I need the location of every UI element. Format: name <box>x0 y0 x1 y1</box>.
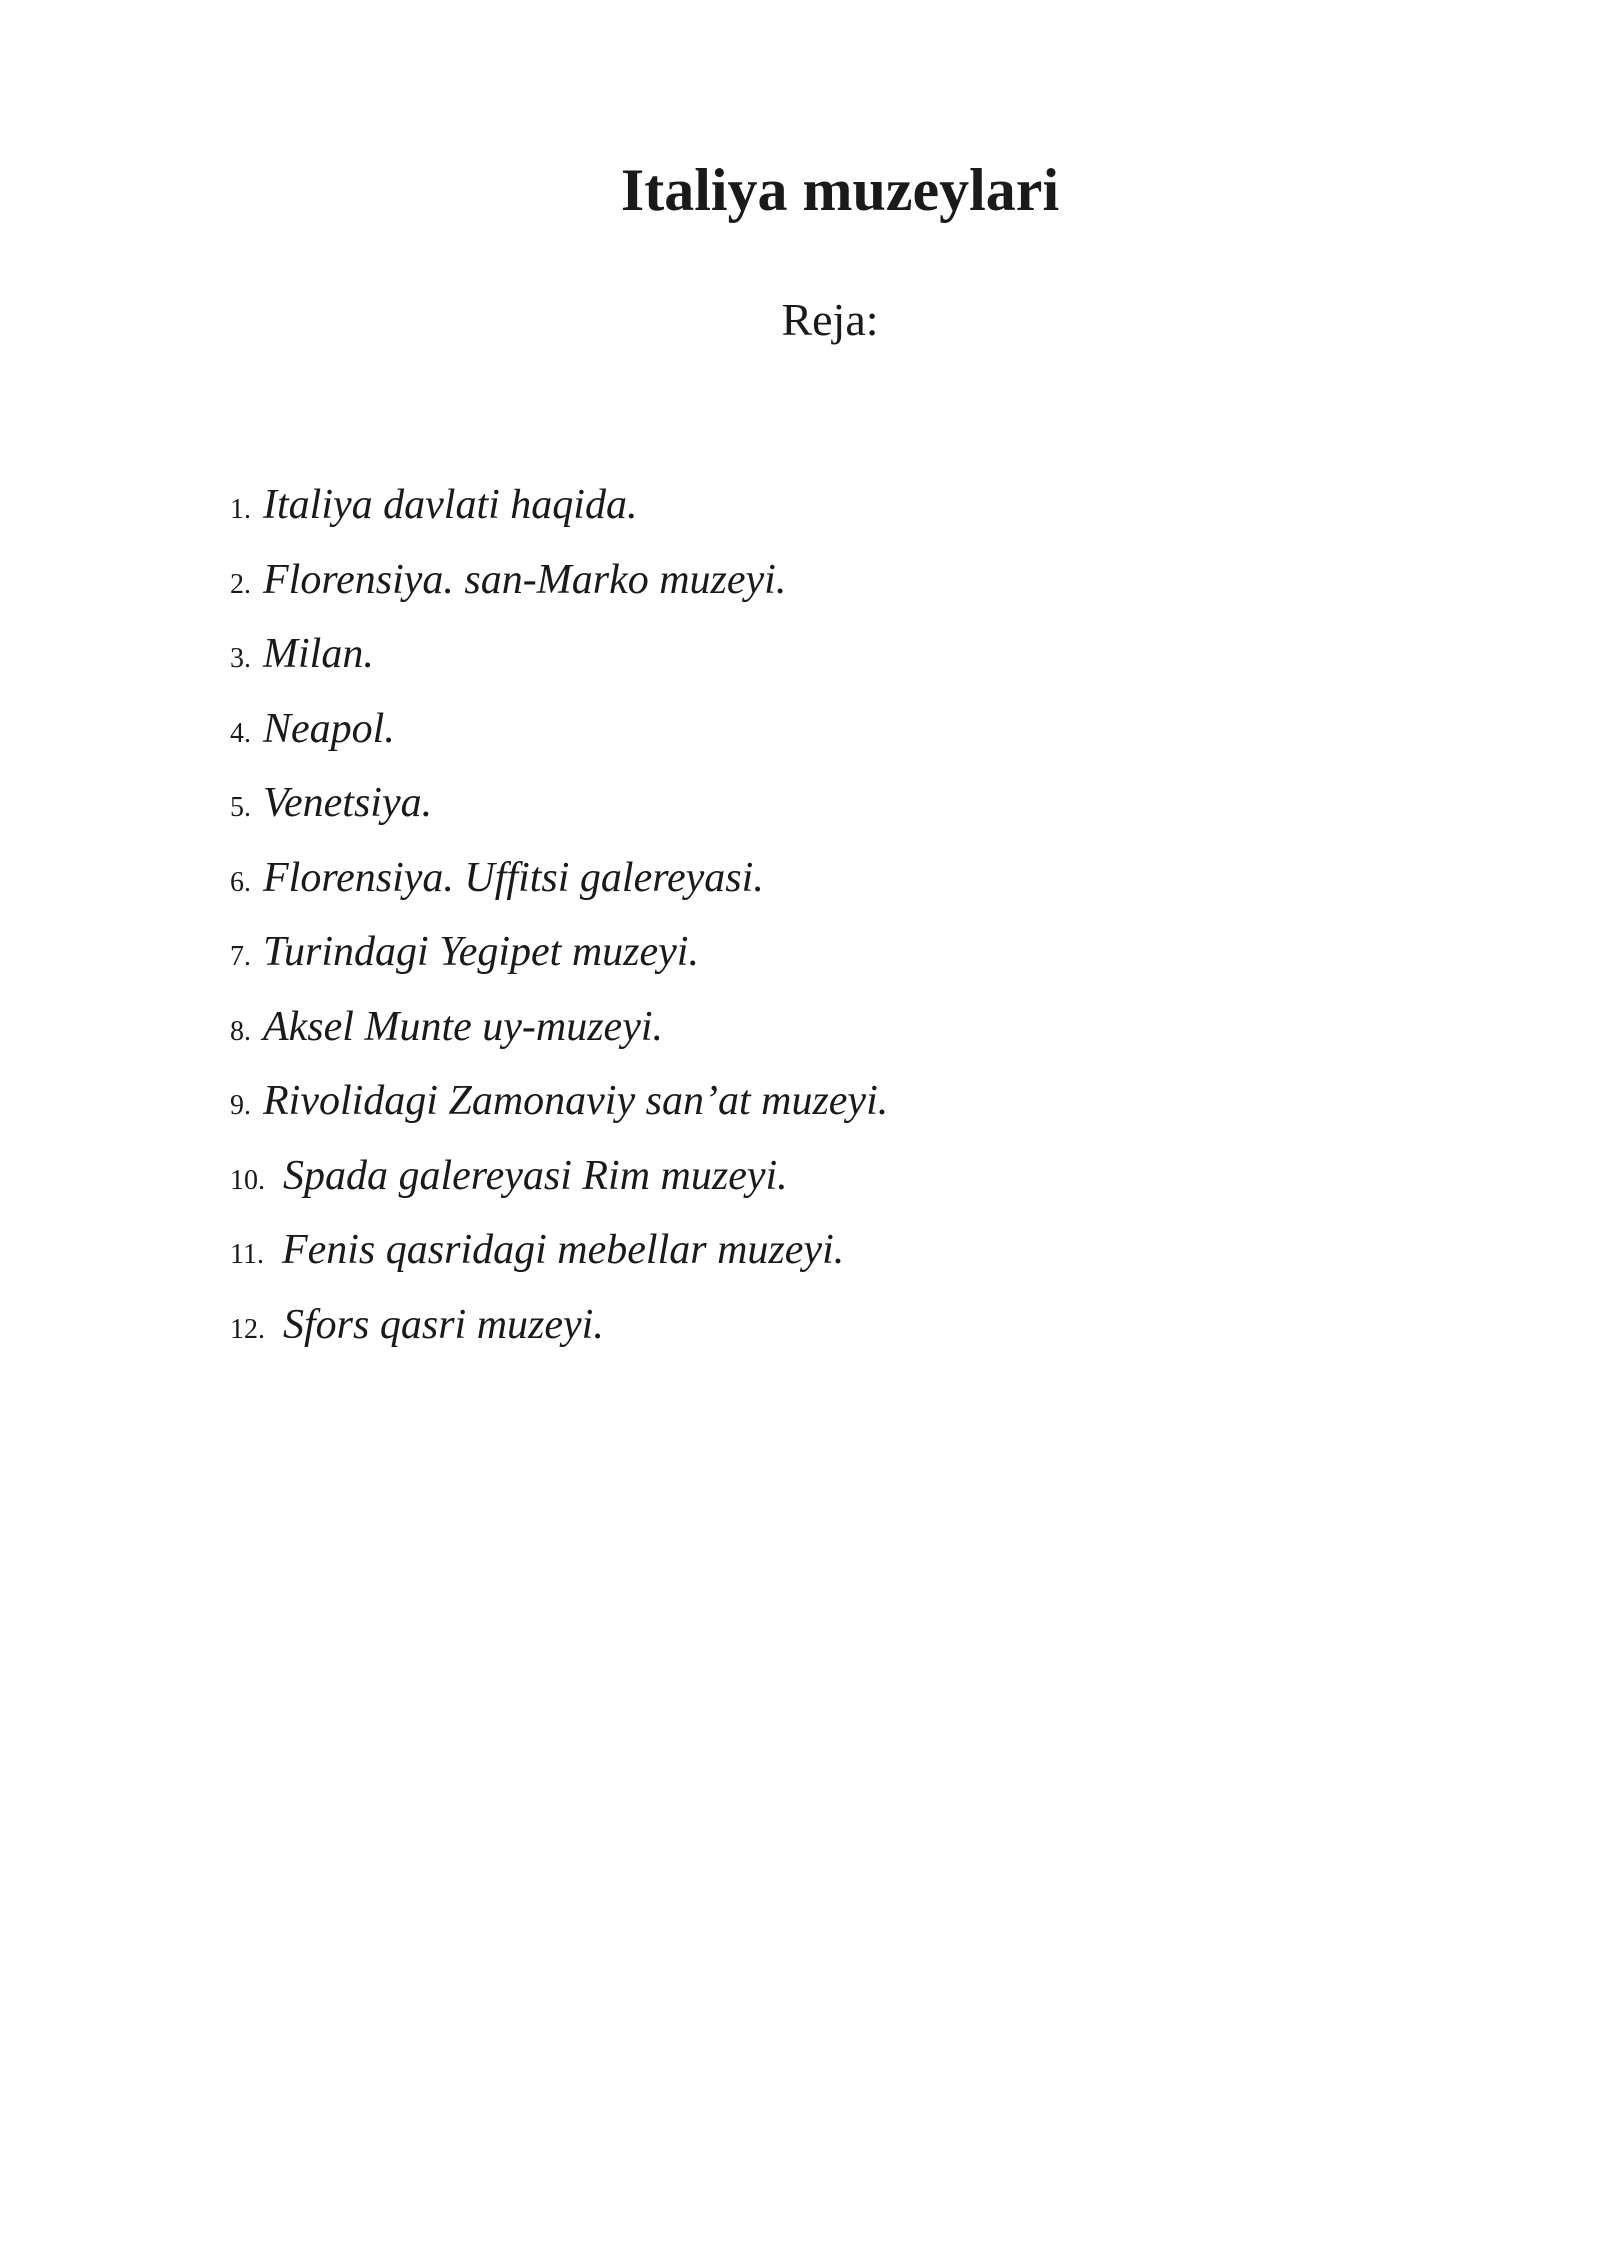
plan-item-text: Rivolidagi Zamonaviy san’at muzeyi. <box>263 1078 889 1124</box>
plan-item-text: Milan. <box>263 631 374 677</box>
plan-item-text: Florensiya. san-Marko muzeyi. <box>263 556 787 603</box>
document-title: Italiya muzeylari <box>620 157 1060 223</box>
plan-item-text: Neapol. <box>263 705 395 752</box>
plan-item <box>230 1288 888 1363</box>
plan-item-text: Spada galereyasi Rim muzeyi. <box>283 1152 788 1199</box>
plan-item-number: 10. <box>230 1164 265 1196</box>
plan-item-number: 1. <box>230 494 251 525</box>
plan-item-number: 12. <box>230 1313 265 1345</box>
plan-item <box>230 543 888 618</box>
plan-item-text: Sfors qasri muzeyi. <box>283 1301 604 1348</box>
plan-item-text: Italiya davlati haqida. <box>263 482 638 528</box>
plan-item <box>230 468 888 543</box>
plan-item-number: 9. <box>230 1090 251 1121</box>
plan-item <box>230 990 888 1065</box>
plan-item <box>230 915 888 990</box>
plan-item-text: Florensiya. Uffitsi galereyasi. <box>263 854 764 901</box>
plan-item-text: Venetsiya. <box>263 780 433 826</box>
plan-item-number: 7. <box>230 941 251 972</box>
plan-item <box>230 766 888 841</box>
plan-item <box>230 1139 888 1214</box>
plan-item-number: 3. <box>230 643 251 674</box>
plan-item-number: 11. <box>230 1239 264 1270</box>
plan-item <box>230 617 888 692</box>
plan-item-number: 4. <box>230 717 251 749</box>
plan-item-number: 5. <box>230 792 251 823</box>
plan-item <box>230 841 888 916</box>
plan-list <box>230 468 888 1362</box>
plan-heading: Reja: <box>781 294 879 345</box>
plan-item-number: 6. <box>230 866 251 898</box>
plan-item <box>230 1064 888 1139</box>
plan-item-number: 8. <box>230 1015 251 1047</box>
plan-item-text: Fenis qasridagi mebellar muzeyi. <box>281 1227 845 1273</box>
plan-item <box>230 692 888 767</box>
plan-item-text: Aksel Munte uy-muzeyi. <box>263 1003 664 1050</box>
plan-item <box>230 1213 888 1288</box>
plan-item-number: 2. <box>230 568 251 600</box>
plan-item-text: Turindagi Yegipet muzeyi. <box>263 929 699 975</box>
